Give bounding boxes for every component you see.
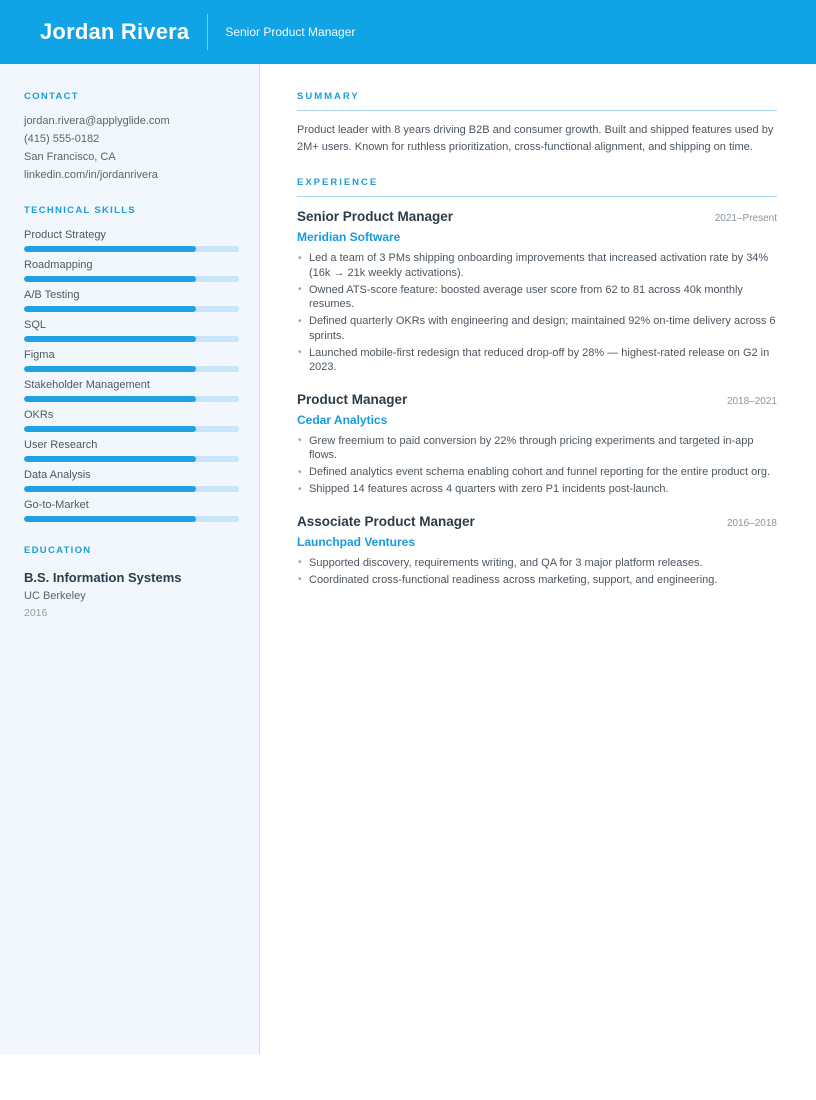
job-entry	[297, 392, 777, 497]
skill-bar-fill	[24, 456, 196, 462]
skill-bar-fill	[24, 426, 196, 432]
person-name: Jordan Rivera	[40, 19, 190, 44]
skill-bar-track	[24, 336, 239, 342]
contact-heading: CONTACT	[24, 91, 79, 102]
jobs-list	[297, 209, 777, 587]
job-entry	[297, 209, 777, 375]
job-bullet: • Owned ATS-score feature: boosted average user score from 62 to 81 across 40k monthly resumes.	[297, 283, 777, 312]
skill-label: Roadmapping	[24, 259, 93, 271]
job-bullet: • Supported discovery, requirements writing, and QA for 3 major platform releases.	[297, 556, 777, 571]
job-bullet: • Grew freemium to paid conversion by 22% through pricing experiments and targeted in-app flows.	[297, 434, 777, 463]
skill-label: Data Analysis	[24, 469, 91, 481]
job-bullet: • Defined analytics event schema enabling cohort and funnel reporting for the entire product org.	[297, 465, 777, 480]
skill-item	[24, 409, 239, 432]
skill-item	[24, 319, 239, 342]
job-dates: 2018–2021	[726, 395, 777, 407]
skill-item	[24, 349, 239, 372]
contact-item: San Francisco, CA	[24, 151, 116, 163]
skill-bar-fill	[24, 306, 196, 312]
page-body	[0, 64, 816, 1054]
skills-heading: TECHNICAL SKILLS	[24, 205, 136, 216]
skill-label: User Research	[24, 439, 98, 451]
sidebar	[0, 64, 260, 1054]
skill-item	[24, 379, 239, 402]
job-title: Associate Product Manager	[297, 513, 475, 529]
skill-bar-fill	[24, 336, 196, 342]
resume-header	[0, 0, 816, 64]
contact-item: linkedin.com/in/jordanrivera	[24, 169, 158, 181]
skill-bar-track	[24, 276, 239, 282]
job-bullet: • Launched mobile-first redesign that reduced drop-off by 28% — highest-rated release on G2 in 2023.	[297, 346, 777, 375]
skill-item	[24, 259, 239, 282]
summary-heading: SUMMARY	[297, 91, 360, 102]
job-bullet: • Led a team of 3 PMs shipping onboarding improvements that increased activation rate by 34% (16k → 21k weekly activations).	[297, 251, 777, 280]
skill-label: Figma	[24, 349, 55, 361]
experience-heading: EXPERIENCE	[297, 177, 379, 188]
contact-item: jordan.rivera@applyglide.com	[24, 115, 170, 127]
job-bullet: • Defined quarterly OKRs with engineering and design; maintained 92% on-time delivery across 6 sprints.	[297, 314, 777, 343]
section-rule	[297, 110, 777, 111]
skill-label: A/B Testing	[24, 289, 80, 301]
summary-text: Product leader with 8 years driving B2B and consumer growth. Built and shipped features used by 2M+ users. Known for ruthless prioritization, cross-functional alignment, and shipping on time.	[297, 124, 774, 153]
skill-bar-track	[24, 396, 239, 402]
skill-bar-track	[24, 426, 239, 432]
skill-item	[24, 499, 239, 522]
section-rule	[297, 196, 777, 197]
job-header	[297, 209, 777, 225]
contact-section	[24, 92, 239, 181]
skill-bar-fill	[24, 486, 196, 492]
job-dates: 2016–2018	[726, 517, 777, 529]
job-company: Launchpad Ventures	[297, 534, 416, 549]
skill-bar-track	[24, 486, 239, 492]
skill-label: SQL	[24, 319, 47, 331]
education-school: UC Berkeley	[24, 590, 86, 602]
skill-item	[24, 229, 239, 252]
skill-bar-track	[24, 366, 239, 372]
skill-label: Product Strategy	[24, 229, 106, 241]
contact-list	[24, 116, 239, 181]
job-company: Cedar Analytics	[297, 412, 388, 427]
job-bullets	[297, 251, 777, 375]
skill-bar-track	[24, 306, 239, 312]
skill-bar-fill	[24, 366, 196, 372]
skill-bar-fill	[24, 516, 196, 522]
education-heading: EDUCATION	[24, 545, 92, 556]
education-year: 2016	[24, 607, 48, 619]
job-dates: 2021–Present	[714, 213, 777, 224]
skill-item	[24, 439, 239, 462]
job-title: Senior Product Manager	[297, 209, 454, 224]
main-column	[260, 64, 816, 1054]
skill-item	[24, 469, 239, 492]
skill-bar-track	[24, 456, 239, 462]
job-title: Product Manager	[297, 391, 408, 407]
skill-item	[24, 289, 239, 312]
job-entry	[297, 514, 777, 588]
skills-section	[24, 206, 239, 522]
job-header	[297, 514, 777, 530]
skill-bar-track	[24, 516, 239, 522]
skill-bar-fill	[24, 276, 196, 282]
skill-label: Stakeholder Management	[24, 379, 150, 391]
skill-bar-track	[24, 246, 239, 252]
job-bullet: • Coordinated cross-functional readiness across marketing, support, and engineering.	[297, 573, 777, 588]
header-divider	[207, 14, 208, 50]
skill-bar-fill	[24, 246, 196, 252]
skill-bar-fill	[24, 396, 196, 402]
contact-item: (415) 555-0182	[24, 133, 100, 145]
job-bullets	[297, 434, 777, 497]
job-bullets	[297, 556, 777, 588]
skill-label: Go-to-Market	[24, 499, 89, 511]
experience-section	[297, 178, 777, 587]
summary-section	[297, 92, 777, 156]
skill-label: OKRs	[24, 409, 54, 421]
job-company: Meridian Software	[297, 230, 401, 244]
skills-list	[24, 229, 239, 522]
person-role: Senior Product Manager	[225, 25, 356, 39]
job-bullet: • Shipped 14 features across 4 quarters with zero P1 incidents post-launch.	[297, 482, 777, 497]
job-header	[297, 392, 777, 408]
education-section	[24, 546, 239, 619]
education-degree: B.S. Information Systems	[24, 570, 182, 585]
